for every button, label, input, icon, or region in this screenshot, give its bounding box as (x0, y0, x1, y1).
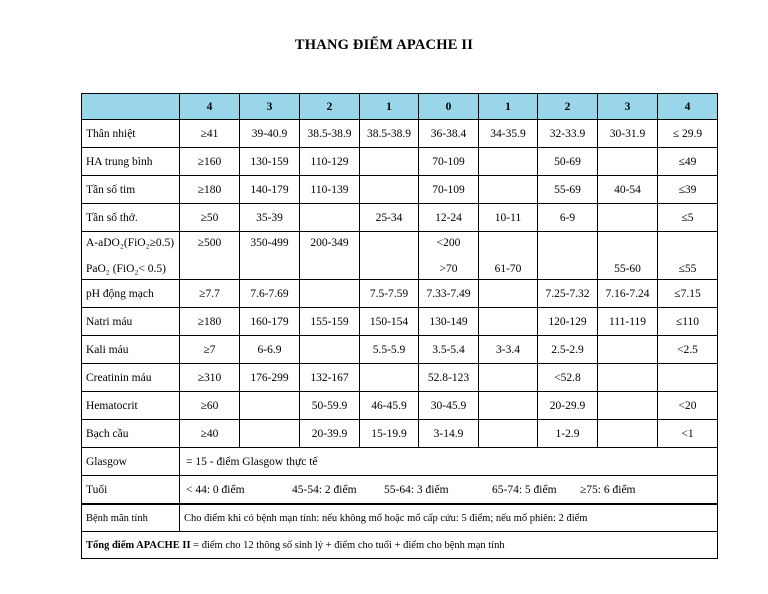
score-range-cell: 7.16-7.24 (598, 280, 658, 308)
score-header-cell: 3 (598, 94, 658, 120)
score-range-cell: ≥180 (180, 308, 240, 336)
parameter-row (82, 336, 718, 364)
score-range-cell: 1-2.9 (538, 420, 598, 448)
score-range-cell (360, 232, 419, 280)
aado2-label: A-aDO₂(FiO₂≥0.5) (86, 236, 175, 249)
aado2-value: 350-499 (250, 236, 289, 249)
row-label (82, 232, 180, 280)
score-range-cell: ≤ 29.9 (658, 120, 718, 148)
score-range-cell (360, 148, 419, 176)
footer-table (81, 504, 718, 559)
score-range-cell (479, 176, 538, 204)
score-range-cell: 12-24 (419, 204, 479, 232)
score-range-cell: 50-59.9 (300, 392, 360, 420)
score-range-cell (479, 232, 538, 280)
score-range-cell (658, 232, 718, 280)
score-range-cell: 110-139 (300, 176, 360, 204)
row-label: Kali máu (82, 336, 180, 364)
pao2-value: 55-60 (614, 262, 641, 275)
score-range-cell (479, 280, 538, 308)
score-header-cell: 2 (538, 94, 598, 120)
score-range-cell (598, 364, 658, 392)
score-range-cell: 10-11 (479, 204, 538, 232)
score-range-cell: 38.5-38.9 (360, 120, 419, 148)
score-range-cell (538, 232, 598, 280)
score-range-cell: 36-38.4 (419, 120, 479, 148)
row-label: Thân nhiệt (82, 120, 180, 148)
score-range-cell: ≤7.15 (658, 280, 718, 308)
score-range-cell: ≤5 (658, 204, 718, 232)
parameter-row (82, 392, 718, 420)
pao2-label: PaO₂ (FiO₂< 0.5) (86, 262, 166, 275)
age-point-item: ≥75: 6 điểm (580, 483, 636, 496)
pao2-value: >70 (439, 262, 458, 275)
parameter-row (82, 204, 718, 232)
score-range-cell: ≥50 (180, 204, 240, 232)
score-range-cell: <1 (658, 420, 718, 448)
score-range-cell: 15-19.9 (360, 420, 419, 448)
parameter-row (82, 308, 718, 336)
glasgow-formula: = 15 - điểm Glasgow thực tế (180, 448, 718, 476)
score-range-cell: 150-154 (360, 308, 419, 336)
score-header-cell: 0 (419, 94, 479, 120)
score-range-cell: 30-45.9 (419, 392, 479, 420)
parameter-row (82, 280, 718, 308)
age-point-item: 55-64: 3 điểm (384, 483, 449, 496)
score-range-cell: 3-3.4 (479, 336, 538, 364)
score-range-cell: <20 (658, 392, 718, 420)
score-header-cell: 4 (658, 94, 718, 120)
score-range-cell: ≥160 (180, 148, 240, 176)
score-range-cell (479, 148, 538, 176)
score-range-cell (300, 336, 360, 364)
score-header-cell: 1 (360, 94, 419, 120)
score-range-cell (598, 204, 658, 232)
age-row (82, 476, 718, 504)
score-range-cell: 34-35.9 (479, 120, 538, 148)
score-range-cell (658, 364, 718, 392)
score-range-cell: ≥7.7 (180, 280, 240, 308)
score-range-cell: 160-179 (240, 308, 300, 336)
score-range-cell: 132-167 (300, 364, 360, 392)
score-range-cell (479, 308, 538, 336)
score-range-cell: 50-69 (538, 148, 598, 176)
score-range-cell: 140-179 (240, 176, 300, 204)
score-range-cell: 35-39 (240, 204, 300, 232)
score-range-cell: ≤110 (658, 308, 718, 336)
score-range-cell (240, 392, 300, 420)
pao2-value: 61-70 (494, 262, 522, 275)
score-range-cell: 111-119 (598, 308, 658, 336)
score-range-cell (180, 232, 240, 280)
chronic-disease-row (82, 505, 718, 532)
score-range-cell: 39-40.9 (240, 120, 300, 148)
score-range-cell (598, 232, 658, 280)
score-range-cell: 130-159 (240, 148, 300, 176)
page-title: THANG ĐIỂM APACHE II (294, 37, 474, 53)
score-range-cell: 6-6.9 (240, 336, 300, 364)
glasgow-row (82, 448, 718, 476)
score-range-cell: 7.6-7.69 (240, 280, 300, 308)
score-range-cell: 155-159 (300, 308, 360, 336)
score-range-cell: 70-109 (419, 148, 479, 176)
score-range-cell: ≤39 (658, 176, 718, 204)
score-range-cell (300, 280, 360, 308)
score-range-cell: 25-34 (360, 204, 419, 232)
oxygenation-row (82, 232, 718, 280)
score-range-cell: 20-29.9 (538, 392, 598, 420)
apache-score-table (81, 93, 718, 504)
score-range-cell: 30-31.9 (598, 120, 658, 148)
score-range-cell: 120-129 (538, 308, 598, 336)
score-range-cell: 20-39.9 (300, 420, 360, 448)
score-range-cell (479, 364, 538, 392)
age-point-item: < 44: 0 điểm (186, 483, 245, 496)
total-score-formula: = điểm cho 12 thông số sinh lý + điểm cho tuổi + điểm cho bệnh mạn tính (190, 539, 505, 551)
row-label: Hematocrit (82, 392, 180, 420)
score-range-cell: ≥60 (180, 392, 240, 420)
score-range-cell (300, 204, 360, 232)
score-range-cell: ≤49 (658, 148, 718, 176)
row-label: Tuổi (82, 476, 180, 504)
score-range-cell: 130-149 (419, 308, 479, 336)
score-range-cell: 7.25-7.32 (538, 280, 598, 308)
score-header-cell: 4 (180, 94, 240, 120)
score-header-cell: 1 (479, 94, 538, 120)
score-range-cell: ≥310 (180, 364, 240, 392)
parameter-row (82, 120, 718, 148)
score-range-cell: 6-9 (538, 204, 598, 232)
score-range-cell (479, 420, 538, 448)
score-range-cell (360, 364, 419, 392)
score-header-cell: 2 (300, 94, 360, 120)
score-range-cell (419, 232, 479, 280)
score-range-cell (240, 420, 300, 448)
score-range-cell: 5.5-5.9 (360, 336, 419, 364)
score-range-cell: 110-129 (300, 148, 360, 176)
score-range-cell (300, 232, 360, 280)
score-range-cell (598, 148, 658, 176)
score-range-cell (598, 392, 658, 420)
aado2-value: ≥500 (197, 236, 222, 249)
total-score-label: Tổng điểm APACHE II (86, 539, 191, 551)
score-range-cell: 52.8-123 (419, 364, 479, 392)
parameter-row (82, 420, 718, 448)
score-range-cell: 70-109 (419, 176, 479, 204)
score-range-cell (479, 392, 538, 420)
score-range-cell: 3-14.9 (419, 420, 479, 448)
score-range-cell: 2.5-2.9 (538, 336, 598, 364)
total-score-row (82, 532, 718, 559)
row-label: Bạch cầu (82, 420, 180, 448)
aado2-value: 200-349 (310, 236, 349, 249)
score-range-cell: 7.33-7.49 (419, 280, 479, 308)
score-range-cell: 40-54 (598, 176, 658, 204)
score-range-cell: 7.5-7.59 (360, 280, 419, 308)
row-label: Bệnh mãn tính (82, 505, 180, 532)
age-points (180, 476, 718, 504)
score-range-cell: 38.5-38.9 (300, 120, 360, 148)
parameter-row (82, 148, 718, 176)
header-row (82, 94, 718, 120)
parameter-row (82, 364, 718, 392)
score-range-cell: <2.5 (658, 336, 718, 364)
score-range-cell (598, 336, 658, 364)
row-label: HA trung bình (82, 148, 180, 176)
score-range-cell: ≥41 (180, 120, 240, 148)
pao2-value: ≤55 (678, 262, 697, 275)
row-label: Creatinin máu (82, 364, 180, 392)
score-range-cell (240, 232, 300, 280)
parameter-row (82, 176, 718, 204)
score-header-cell: 3 (240, 94, 300, 120)
row-label: Tần số thở. (82, 204, 180, 232)
row-label: Glasgow (82, 448, 180, 476)
score-range-cell: ≥40 (180, 420, 240, 448)
score-range-cell: ≥7 (180, 336, 240, 364)
score-range-cell: 46-45.9 (360, 392, 419, 420)
score-range-cell: 55-69 (538, 176, 598, 204)
score-range-cell (360, 176, 419, 204)
row-label: Tần số tim (82, 176, 180, 204)
score-range-cell (598, 420, 658, 448)
score-range-cell: ≥180 (180, 176, 240, 204)
row-label: Natri máu (82, 308, 180, 336)
score-range-cell: 3.5-5.4 (419, 336, 479, 364)
aado2-value: <200 (436, 236, 461, 249)
header-corner-cell (82, 94, 180, 120)
age-point-item: 45-54: 2 điểm (292, 483, 357, 496)
score-range-cell: 176-299 (240, 364, 300, 392)
score-range-cell: 32-33.9 (538, 120, 598, 148)
chronic-disease-text: Cho điểm khi có bệnh mạn tính: nếu không mổ hoặc mổ cấp cứu: 5 điểm; nếu mổ phiên: 2 điểm (180, 505, 718, 532)
age-point-item: 65-74: 5 điểm (492, 483, 557, 496)
row-label: pH động mạch (82, 280, 180, 308)
score-range-cell: <52.8 (538, 364, 598, 392)
total-score-text (82, 532, 718, 559)
